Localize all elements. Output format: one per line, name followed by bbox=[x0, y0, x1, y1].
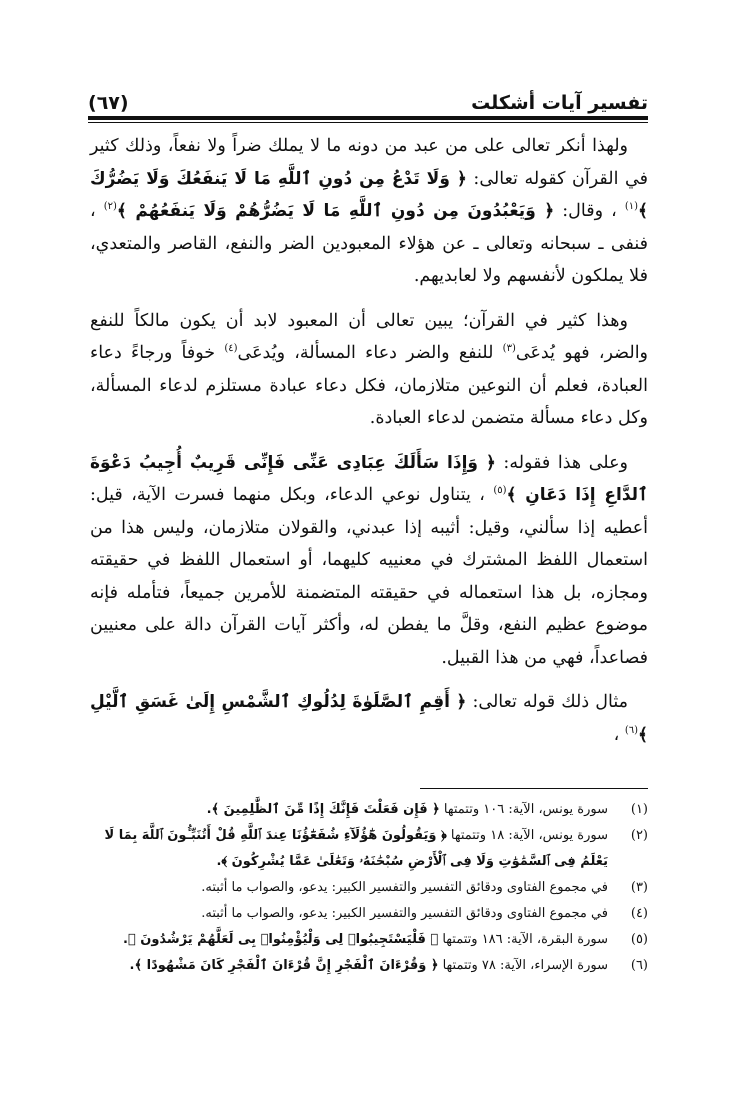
footnote-number: (٣) bbox=[630, 880, 648, 895]
footnote-ref: (٢) bbox=[103, 201, 117, 213]
main-text bbox=[90, 130, 648, 751]
page-header bbox=[88, 84, 648, 114]
running-title: تفسير آيات أشكلت bbox=[471, 92, 648, 114]
footnote-ref: (٦) bbox=[624, 724, 639, 736]
header-rule-thin bbox=[88, 122, 648, 123]
text-run: ، يتناول نوعي الدعاء، وبكل منهما فسرت الآية، قيل: أعطيه إذا سألني، وقيل: أثيبه إذا عبدني، والقولان متلازمان، وليس هذا من استعمال اللفظ المشترك في معنييه كليهما، أو استعمال اللفظ في حقيقته ومجازه، بل هذا استعماله في حقيقته المتضمنة للأمرين جميعاً، فتأمله فإنه موضوع عظيم النفع، وقلَّ ما يفطن له، وأكثر آيات القرآن دالة على معنيين فصاعداً، فهي من هذا القبيل. bbox=[90, 485, 648, 668]
footnote-number: (٢) bbox=[630, 828, 648, 843]
footnote-ref: (٣) bbox=[502, 343, 516, 355]
footnote-verse: ﴿ فَإِن فَعَلْتَ فَإِنَّكَ إِذًا مِّنَ ٱلظَّٰلِمِينَ ﴾. bbox=[206, 802, 440, 817]
footnote-item bbox=[90, 875, 648, 901]
footnote-item bbox=[90, 927, 648, 953]
text-run: وهذا كثير في القرآن؛ يبين تعالى أن المعبود لابد أن يكون مالكاً للنفع والضر، فهو يُدعَى bbox=[90, 310, 649, 363]
footnote-source: سورة البقرة، الآية: ١٨٦ وتتمتها bbox=[438, 932, 608, 947]
footnote-source: في مجموع الفتاوى ودقائق التفسير والتفسير الكبير: يدعو، والصواب ما أثبته. bbox=[201, 906, 608, 921]
footnote-ref: (٥) bbox=[493, 485, 507, 497]
footnote-number: (١) bbox=[630, 802, 648, 817]
footnote-number: (٤) bbox=[630, 906, 648, 921]
text-run: وعلى هذا فقوله: bbox=[495, 452, 628, 473]
header-rule-thick bbox=[88, 116, 648, 120]
footnote-number: (٦) bbox=[630, 958, 648, 973]
footnote-source: سورة يونس، الآية: ١٠٦ وتتمتها bbox=[439, 802, 608, 817]
footnote-source: سورة يونس، الآية: ١٨ وتتمتها bbox=[446, 828, 608, 843]
text-run: خوفاً ورجاءً دعاء العبادة، فعلم أن النوعين متلازمان، فكل دعاء عبادة مستلزم لدعاء المسألة، وكل دعاء مسألة متضمن لدعاء العبادة. bbox=[90, 343, 648, 428]
footnote-source: في مجموع الفتاوى ودقائق التفسير والتفسير الكبير: يدعو، والصواب ما أثبته. bbox=[201, 880, 608, 895]
page-number: (٦٧) bbox=[88, 92, 129, 114]
quran-verse: ﴿ أَقِمِ ٱلصَّلَوٰةَ لِدُلُوكِ ٱلشَّمْسِ إِلَىٰ غَسَقِ ٱلَّيْلِ ﴾ bbox=[90, 692, 648, 745]
footnote-text bbox=[90, 901, 608, 927]
paragraph-3 bbox=[90, 447, 648, 675]
quran-verse: ﴿ وَلَا تَدْعُ مِن دُونِ ٱللَّهِ مَا لَا يَنفَعُكَ وَلَا يَضُرُّكَ ﴾ bbox=[90, 168, 648, 221]
text-run: ، فنفى ـ سبحانه وتعالى ـ عن هؤلاء المعبودين الضر والنفع، القاصر والمتعدي، فلا يملكون لأنفسهم ولا لعابديهم. bbox=[90, 201, 648, 286]
footnote-verse: ﴿ وَقُرْءَانَ ٱلْفَجْرِ إِنَّ قُرْءَانَ ٱلْفَجْرِ كَانَ مَشْهُودًا ﴾. bbox=[129, 958, 439, 973]
footnote-number: (٥) bbox=[630, 932, 648, 947]
text-run: ، وقال: bbox=[554, 201, 625, 221]
text-run: ، bbox=[613, 724, 625, 745]
paragraph-1 bbox=[90, 130, 648, 293]
quran-verse: ﴿ وَإِذَا سَأَلَكَ عِبَادِى عَنِّى فَإِنِّى قَرِيبٌ أُجِيبُ دَعْوَةَ ٱلدَّاعِ إِذَا دَعَانِ ﴾ bbox=[90, 452, 648, 505]
footnote-text bbox=[90, 927, 608, 953]
footnote-item bbox=[90, 901, 648, 927]
footnote-ref: (١) bbox=[624, 201, 639, 213]
footnote-verse: ﴿ فَلْيَسْتَجِيبُوا۟ لِى وَلْيُؤْمِنُوا۟ بِى لَعَلَّهُمْ يَرْشُدُونَ ﴾. bbox=[122, 932, 439, 947]
paragraph-2 bbox=[90, 305, 648, 435]
paragraph-4 bbox=[90, 686, 648, 751]
text-run: ولهذا أنكر تعالى على من عبد من دونه ما لا يملك ضراً ولا نفعاً، وذلك كثير في القرآن كقوله تعالى: bbox=[90, 136, 648, 189]
footnote-item bbox=[90, 823, 648, 875]
footnote-text bbox=[90, 875, 608, 901]
footnote-source: سورة الإسراء، الآية: ٧٨ وتتمتها bbox=[438, 958, 608, 973]
footnotes bbox=[90, 797, 648, 979]
text-run: للنفع والضر دعاء المسألة، ويُدعَى bbox=[237, 343, 503, 363]
footnote-item bbox=[90, 797, 648, 823]
footnote-text bbox=[90, 823, 608, 875]
footnote-item bbox=[90, 953, 648, 979]
quran-verse: ﴿ وَيَعْبُدُونَ مِن دُونِ ٱللَّهِ مَا لَا يَضُرُّهُمْ وَلَا يَنفَعُهُمْ ﴾ bbox=[116, 201, 555, 221]
text-run: مثال ذلك قوله تعالى: bbox=[466, 692, 628, 712]
footnote-ref: (٤) bbox=[224, 343, 238, 355]
footnote-text bbox=[90, 797, 608, 823]
footnote-separator bbox=[420, 788, 648, 789]
footnote-verse: ﴿ وَيَقُولُونَ هَٰٓؤُلَآءِ شُفَعَٰٓؤُنَا عِندَ ٱللَّهِ قُلْ أَتُنَبِّـُٔونَ ٱللَّهَ بِمَا لَا يَعْلَمُ فِى ٱلسَّمَٰوَٰتِ وَلَا فِى ٱلْأَرْضِ سُبْحَٰنَهُۥ وَتَعَٰلَىٰ عَمَّا يُشْرِكُونَ ﴾. bbox=[104, 828, 608, 869]
footnote-text bbox=[90, 953, 608, 979]
